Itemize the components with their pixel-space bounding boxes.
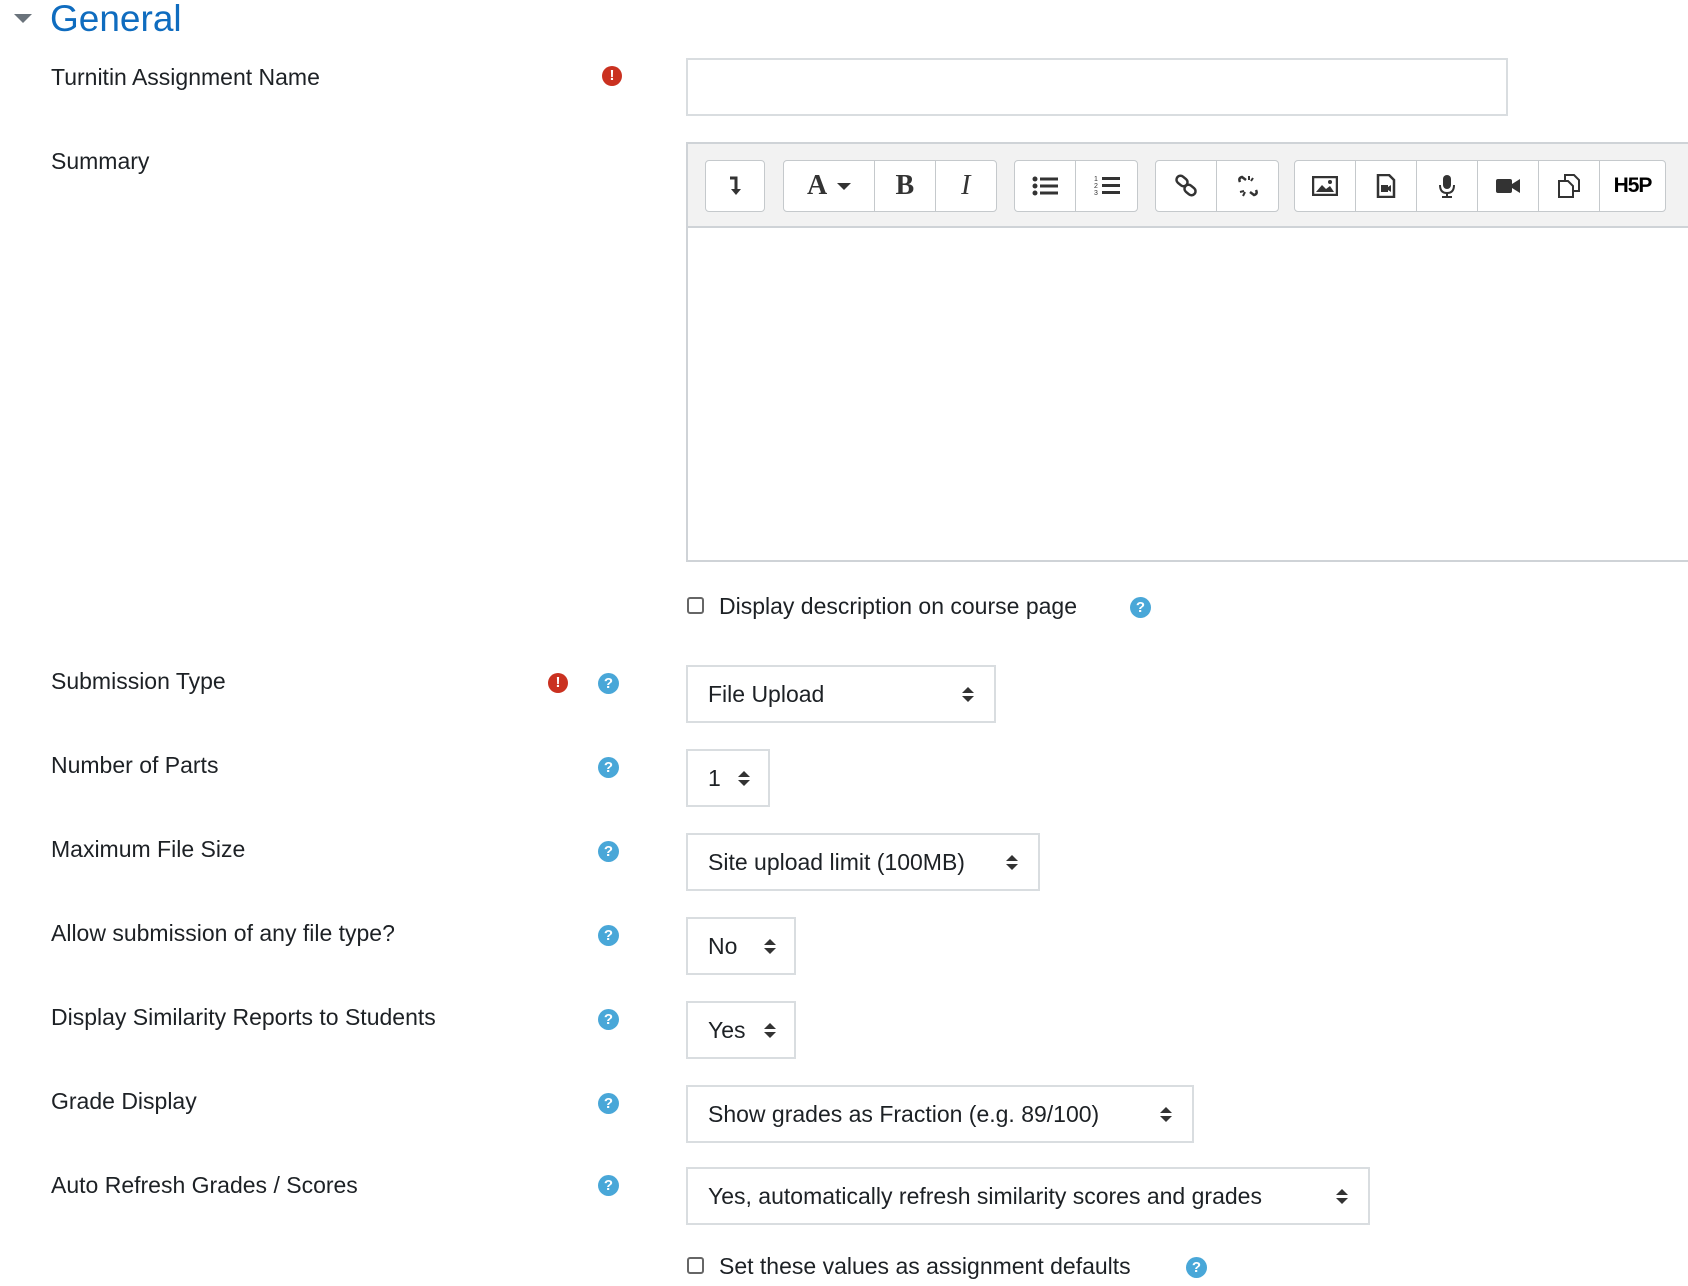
submission-type-value: File Upload bbox=[708, 680, 825, 707]
font-style-icon[interactable] bbox=[784, 161, 875, 211]
help-icon[interactable]: ? bbox=[598, 1175, 619, 1196]
select-arrows-icon bbox=[1006, 855, 1018, 870]
any-file-type-value: No bbox=[708, 932, 738, 959]
number-of-parts-select[interactable] bbox=[686, 749, 770, 807]
number-of-parts-label: Number of Parts bbox=[51, 752, 219, 778]
help-icon[interactable]: ? bbox=[598, 1093, 619, 1114]
select-arrows-icon bbox=[1336, 1189, 1348, 1204]
grade-display-value: Show grades as Fraction (e.g. 89/100) bbox=[708, 1100, 1100, 1127]
similarity-reports-select[interactable] bbox=[686, 1001, 796, 1059]
toolbar-group-lists bbox=[1014, 160, 1138, 212]
image-icon[interactable] bbox=[1295, 161, 1356, 211]
help-icon[interactable]: ? bbox=[1186, 1257, 1207, 1278]
assignment-name-input[interactable] bbox=[686, 58, 1508, 116]
help-icon[interactable]: ? bbox=[598, 673, 619, 694]
select-arrows-icon bbox=[738, 771, 750, 786]
section-title[interactable]: General bbox=[50, 0, 182, 39]
h5p-label: H5P bbox=[1613, 174, 1652, 197]
bold-icon[interactable] bbox=[875, 161, 935, 211]
collapse-toggle-icon[interactable] bbox=[14, 14, 32, 23]
media-icon[interactable] bbox=[1356, 161, 1417, 211]
editor-toolbar bbox=[688, 144, 1688, 228]
link-icon[interactable] bbox=[1156, 161, 1217, 211]
select-arrows-icon bbox=[764, 1023, 776, 1038]
ordered-list-icon[interactable] bbox=[1076, 161, 1137, 211]
grade-display-label: Grade Display bbox=[51, 1088, 197, 1114]
similarity-reports-label: Display Similarity Reports to Students bbox=[51, 1004, 436, 1030]
auto-refresh-label: Auto Refresh Grades / Scores bbox=[51, 1172, 358, 1198]
set-defaults-checkbox[interactable] bbox=[687, 1257, 704, 1274]
help-icon[interactable]: ? bbox=[598, 1009, 619, 1030]
italic-icon[interactable] bbox=[936, 161, 996, 211]
microphone-icon[interactable] bbox=[1417, 161, 1478, 211]
svg-text:3: 3 bbox=[1093, 190, 1098, 197]
svg-text:2: 2 bbox=[1093, 183, 1098, 190]
help-icon[interactable]: ? bbox=[598, 925, 619, 946]
any-file-type-label: Allow submission of any file type? bbox=[51, 920, 395, 946]
bold-glyph: B bbox=[895, 170, 915, 201]
required-icon: ! bbox=[548, 673, 568, 693]
max-file-size-value: Site upload limit (100MB) bbox=[708, 848, 965, 875]
toolbar-group-links bbox=[1155, 160, 1279, 212]
collapse-icon[interactable] bbox=[706, 161, 764, 211]
similarity-reports-value: Yes bbox=[708, 1016, 746, 1043]
unlink-icon[interactable] bbox=[1217, 161, 1278, 211]
auto-refresh-value: Yes, automatically refresh similarity scores and grades bbox=[708, 1182, 1262, 1209]
toolbar-group-collapse bbox=[705, 160, 765, 212]
max-file-size-select[interactable] bbox=[686, 833, 1040, 891]
summary-editor[interactable] bbox=[686, 142, 1688, 562]
toolbar-group-media bbox=[1294, 160, 1666, 212]
auto-refresh-select[interactable] bbox=[686, 1167, 1370, 1225]
summary-label: Summary bbox=[51, 148, 150, 174]
select-arrows-icon bbox=[764, 939, 776, 954]
toolbar-group-text bbox=[783, 160, 997, 212]
display-description-label: Display description on course page bbox=[719, 593, 1077, 619]
submission-type-select[interactable] bbox=[686, 665, 996, 723]
submission-type-label: Submission Type bbox=[51, 668, 226, 694]
italic-glyph: I bbox=[961, 170, 971, 201]
display-description-checkbox[interactable] bbox=[687, 597, 704, 614]
help-icon[interactable]: ? bbox=[598, 841, 619, 862]
assignment-name-label: Turnitin Assignment Name bbox=[51, 64, 320, 90]
required-icon: ! bbox=[602, 66, 622, 86]
chevron-down-icon bbox=[837, 183, 851, 190]
max-file-size-label: Maximum File Size bbox=[51, 836, 246, 862]
unordered-list-icon[interactable] bbox=[1015, 161, 1076, 211]
video-camera-icon[interactable] bbox=[1478, 161, 1539, 211]
h5p-icon[interactable] bbox=[1600, 161, 1665, 211]
manage-files-icon[interactable] bbox=[1539, 161, 1600, 211]
number-of-parts-value: 1 bbox=[708, 764, 721, 791]
svg-text:1: 1 bbox=[1093, 176, 1098, 183]
select-arrows-icon bbox=[962, 687, 974, 702]
help-icon[interactable]: ? bbox=[598, 757, 619, 778]
any-file-type-select[interactable] bbox=[686, 917, 796, 975]
grade-display-select[interactable] bbox=[686, 1085, 1194, 1143]
font-glyph: A bbox=[806, 170, 828, 201]
set-defaults-label: Set these values as assignment defaults bbox=[719, 1253, 1131, 1279]
help-icon[interactable]: ? bbox=[1130, 597, 1151, 618]
select-arrows-icon bbox=[1160, 1107, 1172, 1122]
